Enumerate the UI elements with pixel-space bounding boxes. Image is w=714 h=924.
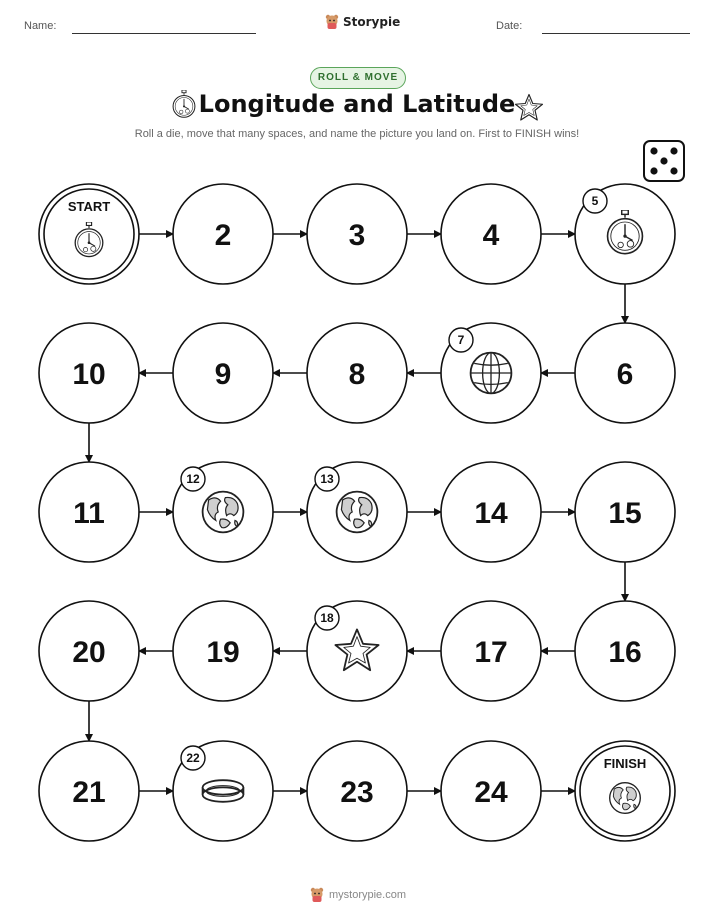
bear-mascot-icon [310, 887, 324, 903]
board-space-24[interactable] [441, 741, 541, 841]
board-space-11[interactable] [39, 462, 139, 562]
space-number: 18 [320, 611, 334, 625]
board-space-2[interactable] [173, 184, 273, 284]
space-number: 9 [214, 358, 232, 391]
board-space-10[interactable] [39, 323, 139, 423]
space-number: 2 [214, 219, 232, 252]
board-space-18[interactable] [307, 601, 407, 701]
board-space-22[interactable] [173, 741, 273, 841]
date-label: Date: [496, 20, 523, 32]
board-space-13[interactable] [307, 462, 407, 562]
space-number: 10 [72, 358, 106, 391]
stopwatch-icon [173, 90, 195, 117]
space-number: 24 [474, 776, 508, 809]
instructions: Roll a die, move that many spaces, and name the picture you land on. First to FINISH wins! [134, 128, 580, 140]
start-space[interactable] [39, 184, 139, 284]
board-spaces [39, 184, 675, 841]
space-number: 16 [608, 636, 642, 669]
board-space-17[interactable] [441, 601, 541, 701]
board-space-15[interactable] [575, 462, 675, 562]
space-number: 7 [457, 333, 465, 347]
space-number: 14 [474, 497, 508, 530]
board-space-12[interactable] [173, 462, 273, 562]
space-number: 13 [320, 472, 334, 486]
footer [310, 887, 406, 903]
space-number: 4 [482, 219, 500, 252]
footer-url[interactable]: mystorypie.com [329, 889, 407, 901]
board-space-19[interactable] [173, 601, 273, 701]
space-number: 20 [72, 636, 106, 669]
board-space-20[interactable] [39, 601, 139, 701]
finish-label: FINISH [603, 756, 647, 771]
start-label: START [67, 199, 111, 214]
finish-space[interactable] [575, 741, 675, 841]
space-number: 22 [186, 751, 200, 765]
space-number: 11 [73, 497, 105, 530]
space-number: 6 [616, 358, 634, 391]
board-space-4[interactable] [441, 184, 541, 284]
roll-and-move-badge: ROLL & MOVE [310, 67, 406, 89]
space-number: 5 [591, 194, 599, 208]
earth-icon [203, 492, 244, 533]
board-space-9[interactable] [173, 323, 273, 423]
board-space-3[interactable] [307, 184, 407, 284]
board-space-6[interactable] [575, 323, 675, 423]
board-space-14[interactable] [441, 462, 541, 562]
space-number: 15 [608, 497, 642, 530]
page-title: Longitude and Latitude [198, 90, 516, 118]
board-space-7[interactable] [441, 323, 541, 423]
board-space-23[interactable] [307, 741, 407, 841]
space-number: 12 [186, 472, 200, 486]
space-number: 17 [474, 636, 508, 669]
board-space-16[interactable] [575, 601, 675, 701]
space-number: 8 [348, 358, 366, 391]
space-number: 3 [348, 219, 366, 252]
board-space-8[interactable] [307, 323, 407, 423]
board-space-5[interactable] [575, 184, 675, 284]
space-number: 21 [72, 776, 106, 809]
die-five-icon[interactable] [644, 141, 684, 181]
earth-icon [610, 783, 641, 814]
brand-name: Storypie [343, 15, 401, 29]
name-label: Name: [24, 20, 57, 32]
star-icon [516, 95, 543, 121]
board-space-21[interactable] [39, 741, 139, 841]
space-number: 19 [206, 636, 240, 669]
space-number: 23 [340, 776, 374, 809]
globe-grid-icon [471, 353, 512, 394]
earth-icon [337, 492, 378, 533]
